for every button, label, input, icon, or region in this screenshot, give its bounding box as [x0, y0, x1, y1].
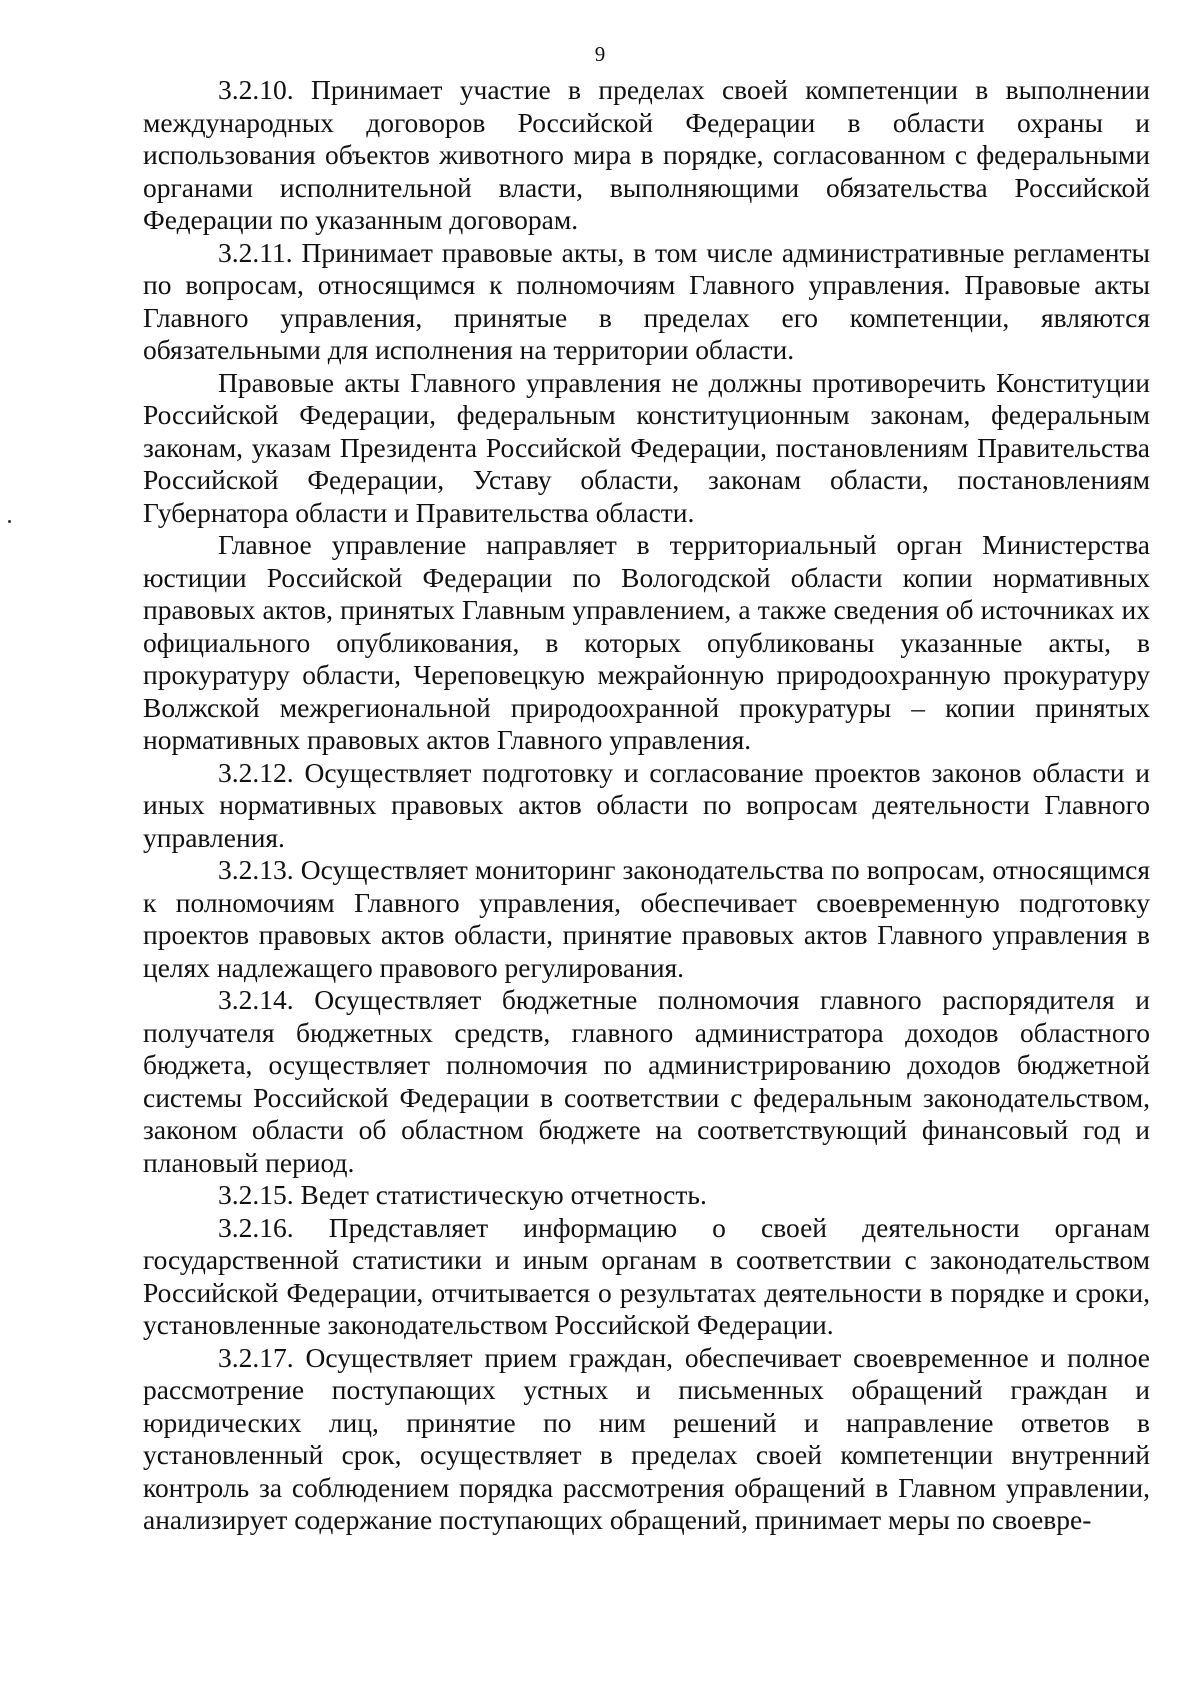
paragraph-acts-submission: Главное управление направляет в территориальный орган Министерства юстиции Российской Федерации по Вологодской области копии нормативных правовых актов, принятых Главным управлением, а также сведения об источниках их официального опубликования, в которых опубликованы указанные акты, в прокуратуру области, Череповецкую межрайонную природоохранную прокуратуру Волжской межрегиональной природоохранной прокуратуры – копии принятых нормативных правовых актов Главного управления.	[143, 529, 1150, 755]
paragraph-3-2-13: 3.2.13. Осуществляет мониторинг законодательства по вопросам, относящимся к полномочиям Главного управления, обеспечивает своевременную подготовку проектов правовых актов области, принятие правовых актов Главного управления в целях надлежащего правового регулирования.	[143, 854, 1150, 983]
scan-speck	[8, 520, 11, 523]
paragraph-legal-acts-compliance: Правовые акты Главного управления не должны противоречить Конституции Российской Федерации, федеральным конституционным законам, федеральным законам, указам Президента Российской Федерации, постановлениям Правительства Российской Федерации, Уставу области, законам области, постановлениям Губернатора области и Правительства области.	[143, 366, 1150, 528]
paragraph-3-2-14: 3.2.14. Осуществляет бюджетные полномочия главного распорядителя и получателя бюджетных средств, главного администратора доходов областного бюджета, осуществляет полномочия по администрированию доходов бюджетной системы Российской Федерации в соответствии с федеральным законодательством, законом области об областном бюджете на соответствующий финансовый год и плановый период.	[143, 984, 1150, 1178]
paragraph-3-2-12: 3.2.12. Осуществляет подготовку и согласование проектов законов области и иных нормативных правовых актов области по вопросам деятельности Главного управления.	[143, 756, 1150, 853]
document-body	[143, 74, 1150, 1537]
paragraph-3-2-16: 3.2.16. Представляет информацию о своей деятельности органам государственной статистики и иным органам в соответствии с законодательством Российской Федерации, отчитывается о результатах деятельности в порядке и сроки, установленные законодательством Российской Федерации.	[143, 1211, 1150, 1340]
paragraph-3-2-10: 3.2.10. Принимает участие в пределах своей компетенции в выполнении международных договоров Российской Федерации в области охраны и использования объектов животного мира в порядке, согласованном с федеральными органами исполнительной власти, выполняющими обязательства Российской Федерации по указанным договорам.	[143, 74, 1150, 235]
paragraph-3-2-11: 3.2.11. Принимает правовые акты, в том числе административные регламенты по вопросам, относящимся к полномочиям Главного управления. Правовые акты Главного управления, принятые в пределах его компетенции, являются обязательными для исполнения на территории области.	[143, 236, 1150, 365]
paragraph-3-2-15: 3.2.15. Ведет статистическую отчетность.	[218, 1179, 707, 1210]
page-number: 9	[594, 42, 606, 66]
paragraph-3-2-17: 3.2.17. Осуществляет прием граждан, обеспечивает своевременное и полное рассмотрение поступающих устных и письменных обращений граждан и юридических лиц, принятие по ним решений и направление ответов в установленный срок, осуществляет в пределах своей компетенции внутренний контроль за соблюдением порядка рассмотрения обращений в Главном управлении, анализирует содержание поступающих обращений, принимает меры по своевре-	[143, 1341, 1150, 1535]
